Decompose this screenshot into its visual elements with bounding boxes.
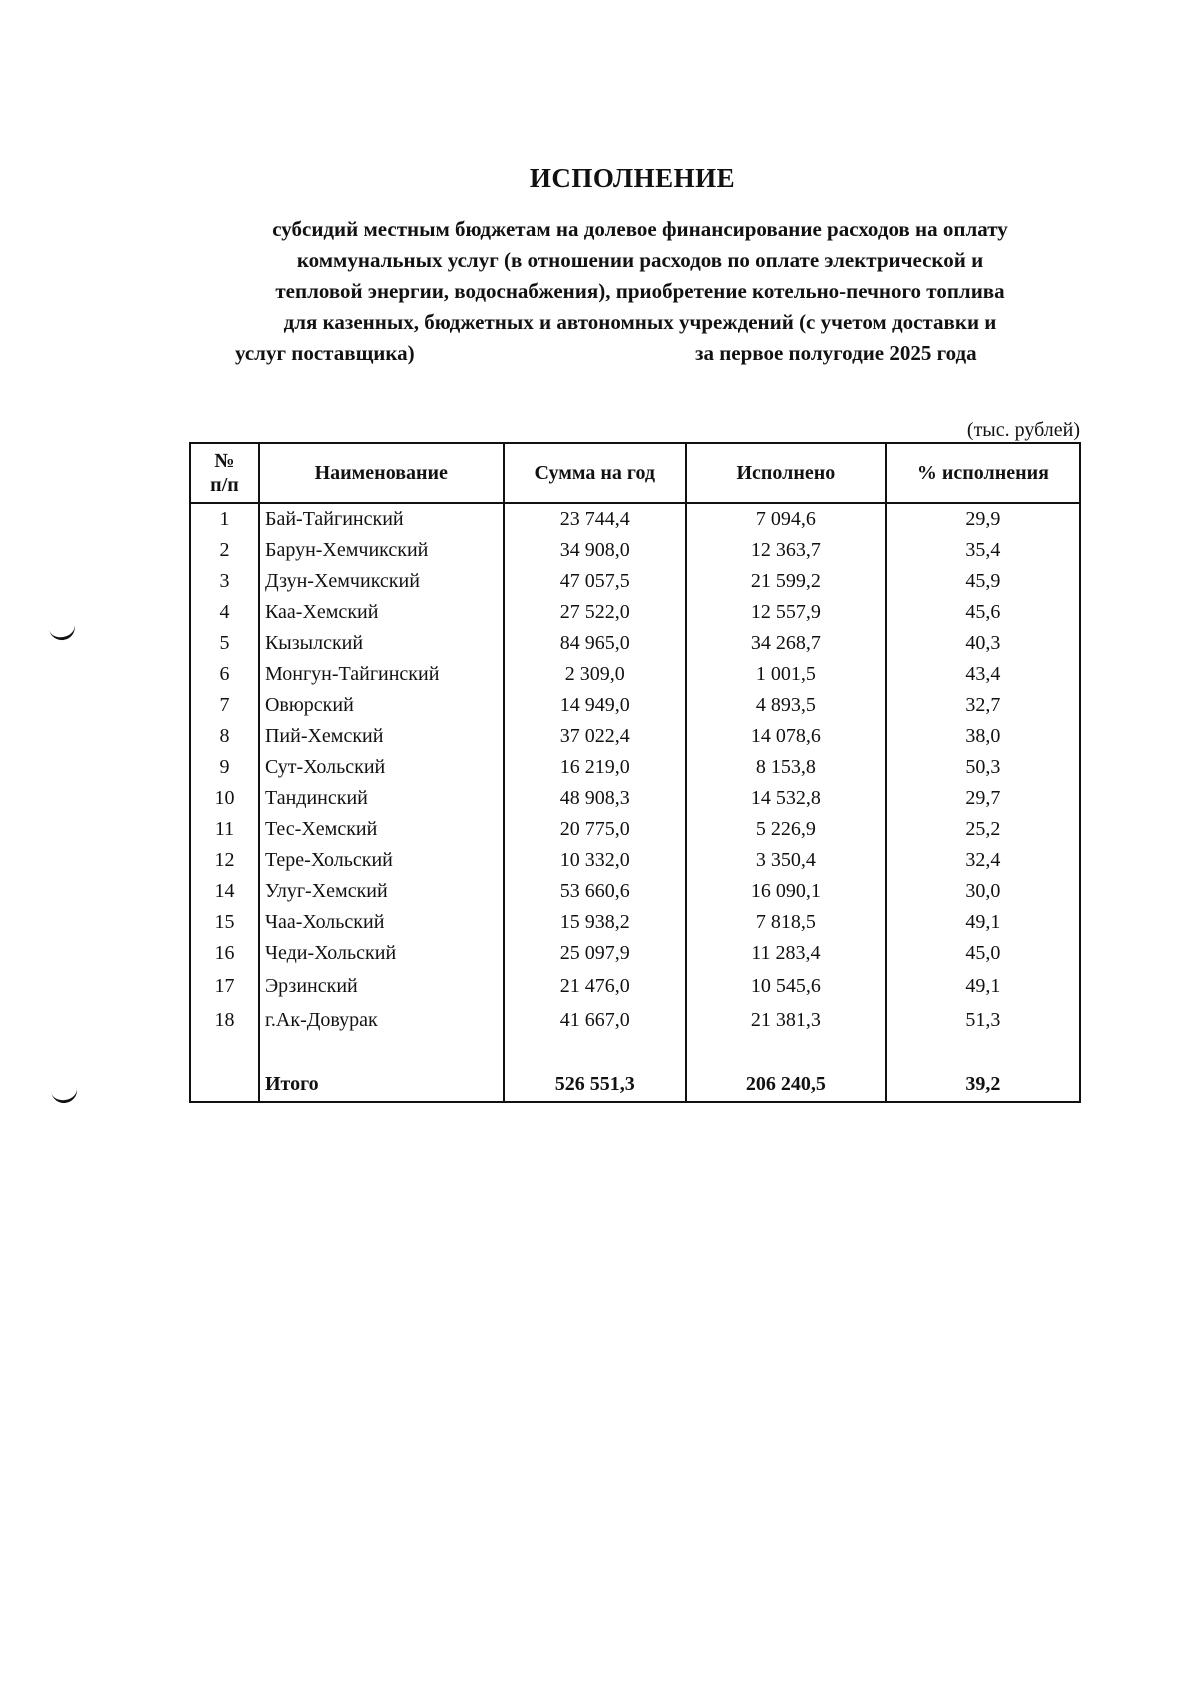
total-pct: 39,2 [886, 1067, 1080, 1102]
row-sum: 16 219,0 [504, 752, 686, 783]
row-pct: 40,3 [886, 628, 1080, 659]
subtitle-line: тепловой энергии, водоснабжения), приобретение котельно-печного топлива [275, 279, 1005, 303]
row-name: Пий-Хемский [259, 721, 504, 752]
row-pct: 45,0 [886, 938, 1080, 969]
row-name: Овюрский [259, 690, 504, 721]
header-sum: Сумма на год [504, 443, 686, 503]
row-sum: 27 522,0 [504, 597, 686, 628]
table-row [190, 814, 1080, 845]
row-num: 10 [190, 783, 259, 814]
row-name: Чеди-Хольский [259, 938, 504, 969]
row-pct: 32,7 [886, 690, 1080, 721]
row-done: 10 545,6 [686, 969, 886, 1003]
header-name: Наименование [259, 443, 504, 503]
margin-mark [49, 622, 78, 642]
row-done: 21 599,2 [686, 566, 886, 597]
spacer-cell [259, 1037, 504, 1067]
row-num: 18 [190, 1003, 259, 1037]
table-row [190, 845, 1080, 876]
total-row [190, 1067, 1080, 1102]
row-name: Дзун-Хемчикский [259, 566, 504, 597]
document-subtitle [180, 214, 1100, 369]
row-name: Тере-Хольский [259, 845, 504, 876]
row-sum: 14 949,0 [504, 690, 686, 721]
row-sum: 25 097,9 [504, 938, 686, 969]
row-name: Сут-Хольский [259, 752, 504, 783]
total-done: 206 240,5 [686, 1067, 886, 1102]
header-pct: % исполнения [886, 443, 1080, 503]
row-done: 1 001,5 [686, 659, 886, 690]
table-body [190, 503, 1080, 1102]
row-num: 12 [190, 845, 259, 876]
row-pct: 50,3 [886, 752, 1080, 783]
row-sum: 21 476,0 [504, 969, 686, 1003]
row-done: 16 090,1 [686, 876, 886, 907]
spacer-cell [190, 1037, 259, 1067]
row-pct: 51,3 [886, 1003, 1080, 1037]
row-num: 1 [190, 503, 259, 535]
row-name: Чаа-Хольский [259, 907, 504, 938]
row-num: 7 [190, 690, 259, 721]
row-pct: 45,9 [886, 566, 1080, 597]
row-sum: 41 667,0 [504, 1003, 686, 1037]
total-label: Итого [259, 1067, 504, 1102]
row-done: 3 350,4 [686, 845, 886, 876]
row-sum: 84 965,0 [504, 628, 686, 659]
row-pct: 32,4 [886, 845, 1080, 876]
header-num [190, 443, 259, 503]
row-sum: 15 938,2 [504, 907, 686, 938]
report-period: за первое полугодие 2025 года [695, 341, 977, 365]
table-row [190, 969, 1080, 1003]
row-num: 9 [190, 752, 259, 783]
table-row [190, 690, 1080, 721]
row-pct: 49,1 [886, 969, 1080, 1003]
execution-table [189, 442, 1081, 1103]
subtitle-line: субсидий местным бюджетам на долевое финансирование расходов на оплату [272, 217, 1008, 241]
row-pct: 38,0 [886, 721, 1080, 752]
table-row [190, 566, 1080, 597]
row-done: 7 094,6 [686, 503, 886, 535]
row-done: 8 153,8 [686, 752, 886, 783]
row-sum: 10 332,0 [504, 845, 686, 876]
row-done: 5 226,9 [686, 814, 886, 845]
row-done: 7 818,5 [686, 907, 886, 938]
row-done: 4 893,5 [686, 690, 886, 721]
table-row [190, 938, 1080, 969]
table-row [190, 876, 1080, 907]
spacer-row [190, 1037, 1080, 1067]
spacer-cell [886, 1037, 1080, 1067]
table-row [190, 752, 1080, 783]
table-row [190, 503, 1080, 535]
row-sum: 2 309,0 [504, 659, 686, 690]
table-row [190, 783, 1080, 814]
total-sum: 526 551,3 [504, 1067, 686, 1102]
row-sum: 47 057,5 [504, 566, 686, 597]
page-title: ИСПОЛНЕНИЕ [529, 163, 736, 193]
margin-mark [51, 1086, 79, 1105]
row-name: Тес-Хемский [259, 814, 504, 845]
row-name: Эрзинский [259, 969, 504, 1003]
row-done: 34 268,7 [686, 628, 886, 659]
table-row [190, 535, 1080, 566]
row-num: 5 [190, 628, 259, 659]
header-num-line1: № [214, 450, 235, 472]
row-num: 15 [190, 907, 259, 938]
row-num: 4 [190, 597, 259, 628]
table-header-row [190, 443, 1080, 503]
row-pct: 49,1 [886, 907, 1080, 938]
row-done: 12 363,7 [686, 535, 886, 566]
subtitle-line: для казенных, бюджетных и автономных учреждений (с учетом доставки и [283, 310, 997, 334]
row-done: 14 532,8 [686, 783, 886, 814]
table-row [190, 659, 1080, 690]
spacer-cell [686, 1037, 886, 1067]
row-sum: 20 775,0 [504, 814, 686, 845]
row-num: 16 [190, 938, 259, 969]
header-done: Исполнено [686, 443, 886, 503]
row-sum: 37 022,4 [504, 721, 686, 752]
row-num: 17 [190, 969, 259, 1003]
row-num: 6 [190, 659, 259, 690]
row-done: 14 078,6 [686, 721, 886, 752]
row-name: Бай-Тайгинский [259, 503, 504, 535]
row-name: Монгун-Тайгинский [259, 659, 504, 690]
subtitle-line: коммунальных услуг (в отношении расходов по оплате электрической и [296, 248, 984, 272]
header-num-line2: п/п [210, 474, 239, 496]
row-num: 3 [190, 566, 259, 597]
row-pct: 35,4 [886, 535, 1080, 566]
row-name: Тандинский [259, 783, 504, 814]
table-row [190, 628, 1080, 659]
total-num-cell [190, 1067, 259, 1102]
row-name: Каа-Хемский [259, 597, 504, 628]
row-sum: 48 908,3 [504, 783, 686, 814]
row-name: Барун-Хемчикский [259, 535, 504, 566]
subtitle-last-line [180, 338, 1100, 369]
row-num: 11 [190, 814, 259, 845]
row-pct: 29,9 [886, 503, 1080, 535]
row-name: Улуг-Хемский [259, 876, 504, 907]
row-pct: 30,0 [886, 876, 1080, 907]
subtitle-last-left: услуг поставщика) [235, 341, 415, 365]
table-row [190, 907, 1080, 938]
table-row [190, 721, 1080, 752]
row-num: 2 [190, 535, 259, 566]
table-row [190, 1003, 1080, 1037]
row-pct: 29,7 [886, 783, 1080, 814]
row-pct: 43,4 [886, 659, 1080, 690]
row-sum: 23 744,4 [504, 503, 686, 535]
row-num: 14 [190, 876, 259, 907]
row-sum: 34 908,0 [504, 535, 686, 566]
row-pct: 45,6 [886, 597, 1080, 628]
row-name: г.Ак-Довурак [259, 1003, 504, 1037]
table-row [190, 597, 1080, 628]
row-name: Кызылский [259, 628, 504, 659]
row-done: 11 283,4 [686, 938, 886, 969]
row-sum: 53 660,6 [504, 876, 686, 907]
row-pct: 25,2 [886, 814, 1080, 845]
spacer-cell [504, 1037, 686, 1067]
row-num: 8 [190, 721, 259, 752]
row-done: 12 557,9 [686, 597, 886, 628]
row-done: 21 381,3 [686, 1003, 886, 1037]
units-label: (тыс. рублей) [966, 419, 1080, 441]
